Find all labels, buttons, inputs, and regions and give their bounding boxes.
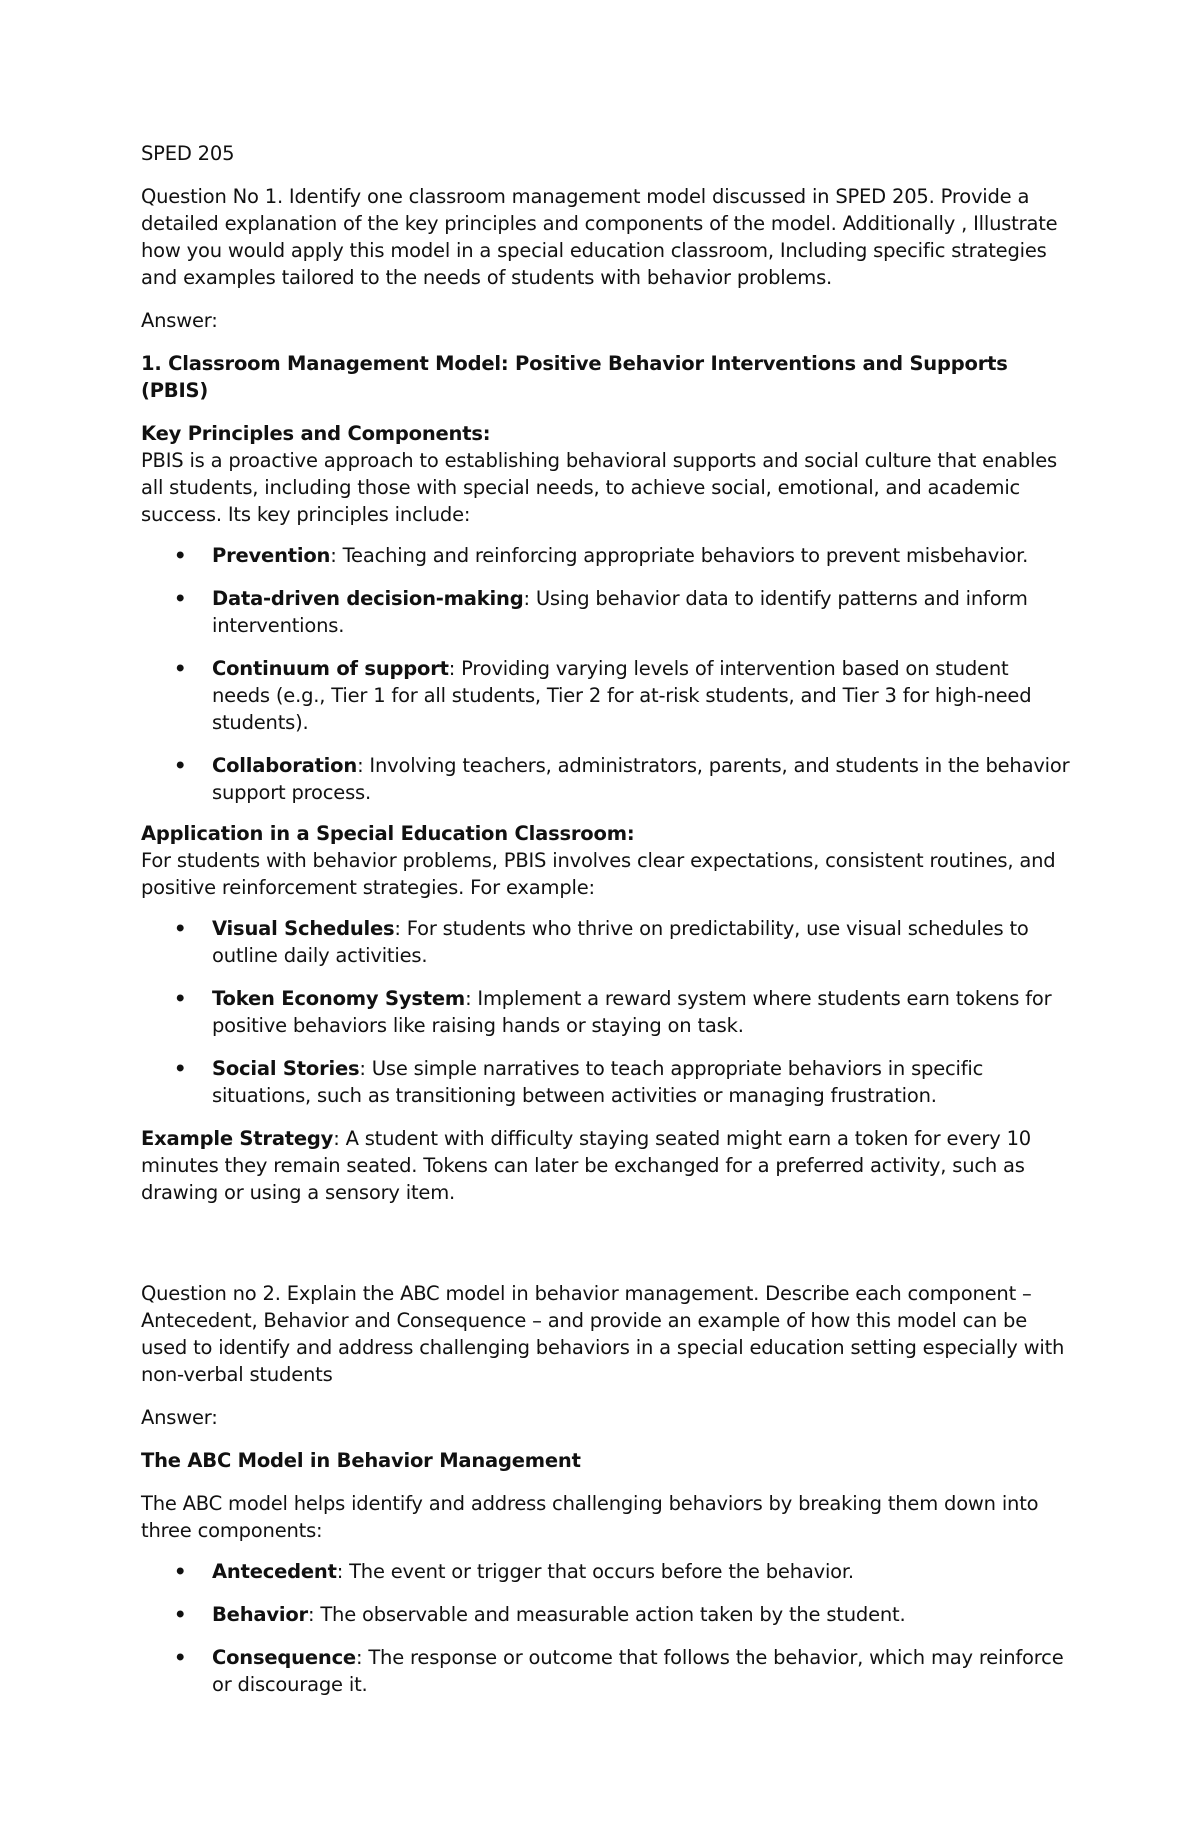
example-term: Example Strategy (141, 1127, 334, 1150)
answer-label-1: Answer: (141, 309, 218, 332)
list-item (141, 1601, 1071, 1628)
abc-intro: The ABC model helps identify and address challenging behaviors by breaking them down into three components: (141, 1492, 1039, 1542)
document-page (141, 140, 1071, 1698)
application-intro: For students with behavior problems, PBIS involves clear expectations, consistent routines, and positive reinforcement strategies. For example: (141, 849, 1056, 899)
list-item-text: : Implement a reward system where students earn tokens for positive behaviors like raising hands or staying on task. (212, 987, 1052, 1037)
list-item (141, 1644, 1071, 1698)
list-item (141, 915, 1071, 969)
list-item-text: : The observable and measurable action taken by the student. (307, 1603, 906, 1626)
key-principles-heading: Key Principles and Components: (141, 422, 491, 445)
model-heading: 1. Classroom Management Model: Positive Behavior Interventions and Supports (PBIS) (141, 352, 1008, 402)
list-item-text: : Providing varying levels of intervention based on student needs (e.g., Tier 1 for all students, Tier 2 for at-risk students, and Tier 3 for high-need students). (212, 657, 1032, 734)
key-principles-intro: PBIS is a proactive approach to establishing behavioral supports and social culture that enables all students, including those with special needs, to achieve social, emotional, and academic success. Its key principles include: (141, 449, 1058, 526)
course-title: SPED 205 (141, 142, 235, 165)
list-item (141, 752, 1071, 806)
list-item (141, 1558, 1071, 1585)
list-item-term: Prevention (212, 544, 331, 567)
list-item (141, 655, 1071, 736)
list-item (141, 542, 1071, 569)
example-strategy (141, 1125, 1071, 1206)
list-item-term: Behavior (212, 1603, 308, 1626)
list-item (141, 1055, 1071, 1109)
list-item-text: : Use simple narratives to teach appropriate behaviors in specific situations, such as transitioning between activities or managing frustration. (212, 1057, 984, 1107)
list-item-text: : Teaching and reinforcing appropriate behaviors to prevent misbehavior. (330, 544, 1029, 567)
list-item-term: Collaboration (212, 754, 358, 777)
list-item-term: Continuum of support (212, 657, 449, 680)
list-item-text: : The response or outcome that follows the behavior, which may reinforce or discourage it. (212, 1646, 1064, 1696)
abc-components-list (141, 1558, 1071, 1698)
principles-list (141, 542, 1071, 806)
question-2-text: Question no 2. Explain the ABC model in behavior management. Describe each component – Antecedent, Behavior and Consequence – and provide an example of how this model can be used to identify and address challenging behaviors in a special education setting especially with non-verbal students (141, 1282, 1065, 1386)
list-item-text: : The event or trigger that occurs before the behavior. (336, 1560, 854, 1583)
list-item (141, 985, 1071, 1039)
example-text: : A student with difficulty staying seated might earn a token for every 10 minutes they remain seated. Tokens can later be exchanged for a preferred activity, such as drawing or using a sensory item. (141, 1127, 1031, 1204)
list-item-term: Consequence (212, 1646, 356, 1669)
abc-heading: The ABC Model in Behavior Management (141, 1449, 581, 1472)
strategies-list (141, 915, 1071, 1109)
list-item-term: Social Stories (212, 1057, 360, 1080)
list-item-term: Token Economy System (212, 987, 466, 1010)
answer-label-2: Answer: (141, 1406, 218, 1429)
list-item (141, 585, 1071, 639)
list-item-text: : Involving teachers, administrators, parents, and students in the behavior support process. (212, 754, 1070, 804)
list-item-text: : Using behavior data to identify patterns and inform interventions. (212, 587, 1028, 637)
list-item-term: Antecedent (212, 1560, 337, 1583)
list-item-term: Data-driven decision-making (212, 587, 524, 610)
application-heading: Application in a Special Education Classroom: (141, 822, 635, 845)
list-item-term: Visual Schedules (212, 917, 395, 940)
list-item-text: : For students who thrive on predictability, use visual schedules to outline daily activities. (212, 917, 1029, 967)
question-1-text: Question No 1. Identify one classroom management model discussed in SPED 205. Provide a detailed explanation of the key principles and components of the model. Additionally , Illustrate how you would apply this model in a special education classroom, Including specific strategies and examples tailored to the needs of students with behavior problems. (141, 185, 1058, 289)
